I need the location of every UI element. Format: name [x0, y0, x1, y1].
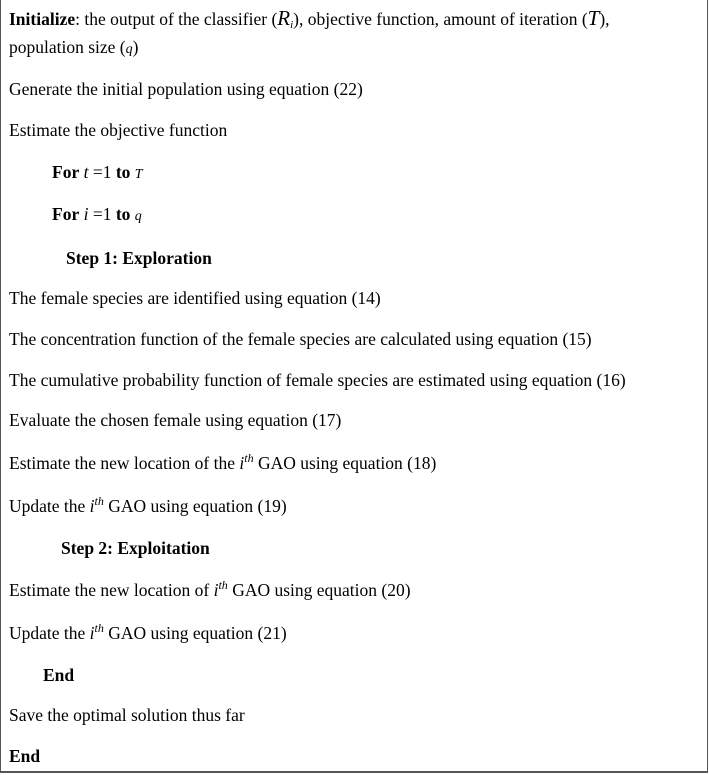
init-text-d: population size (	[9, 37, 126, 57]
text-pre: Update the	[9, 623, 86, 643]
text-post: GAO using equation (19)	[108, 496, 287, 516]
text-pre: Estimate the new location of	[9, 580, 210, 600]
init-text-a: : the output of the classifier (	[75, 9, 278, 29]
step1-line-5	[9, 453, 436, 473]
step1-line-2: The concentration function of the female species are calculated using equation (15)	[9, 329, 592, 349]
for-keyword: For	[52, 204, 80, 224]
for-t-loop	[52, 162, 143, 185]
eq-one: =1	[92, 204, 112, 224]
step-2-heading: Step 2: Exploitation	[61, 538, 210, 558]
sup-th: th	[218, 578, 228, 592]
var-i: i	[239, 453, 245, 473]
end-outer: End	[9, 746, 41, 766]
step2-line-2	[9, 623, 287, 643]
text-post: GAO using equation (20)	[232, 580, 411, 600]
init-text-c: ),	[599, 9, 610, 29]
end-inner: End	[43, 665, 75, 685]
limit-q: q	[134, 209, 142, 224]
sup-th: th	[94, 621, 104, 635]
step1-line-3: The cumulative probability function of female species are estimated using equation (16)	[9, 370, 626, 390]
for-i-loop	[52, 204, 142, 227]
step2-line-1	[9, 580, 411, 600]
step1-line-4: Evaluate the chosen female using equation (17)	[9, 410, 342, 430]
to-keyword: to	[115, 204, 131, 224]
sup-th: th	[244, 451, 254, 465]
text-post: GAO using equation (18)	[257, 453, 437, 473]
var-q: q	[125, 42, 133, 57]
initialize-line-2	[9, 37, 138, 60]
init-text-b: ), objective function, amount of iteration (	[293, 9, 588, 29]
initialize-keyword: Initialize	[9, 9, 76, 29]
to-keyword: to	[115, 162, 131, 182]
var-i: i	[83, 204, 89, 224]
text-pre: Estimate the new location of the	[9, 453, 235, 473]
eq-one: =1	[92, 162, 112, 182]
step-1-heading: Step 1: Exploration	[66, 248, 212, 268]
initialize-line-1	[9, 8, 610, 29]
sup-th: th	[94, 494, 104, 508]
for-keyword: For	[52, 162, 80, 182]
var-T: T	[587, 6, 600, 30]
step1-line-1: The female species are identified using equation (14)	[9, 288, 381, 308]
var-i: i	[213, 580, 219, 600]
var-R: R	[277, 6, 291, 30]
text-pre: Update the	[9, 496, 86, 516]
sub-i: i	[290, 19, 294, 31]
limit-T: T	[134, 167, 143, 182]
estimate-objective-line: Estimate the objective function	[9, 120, 228, 140]
var-t: t	[83, 162, 89, 182]
generate-line: Generate the initial population using equation (22)	[9, 79, 363, 99]
step1-line-6	[9, 496, 287, 516]
var-i: i	[89, 496, 95, 516]
save-solution-line: Save the optimal solution thus far	[9, 705, 245, 725]
var-i: i	[89, 623, 95, 643]
text-post: GAO using equation (21)	[108, 623, 287, 643]
init-text-e: )	[132, 37, 139, 57]
